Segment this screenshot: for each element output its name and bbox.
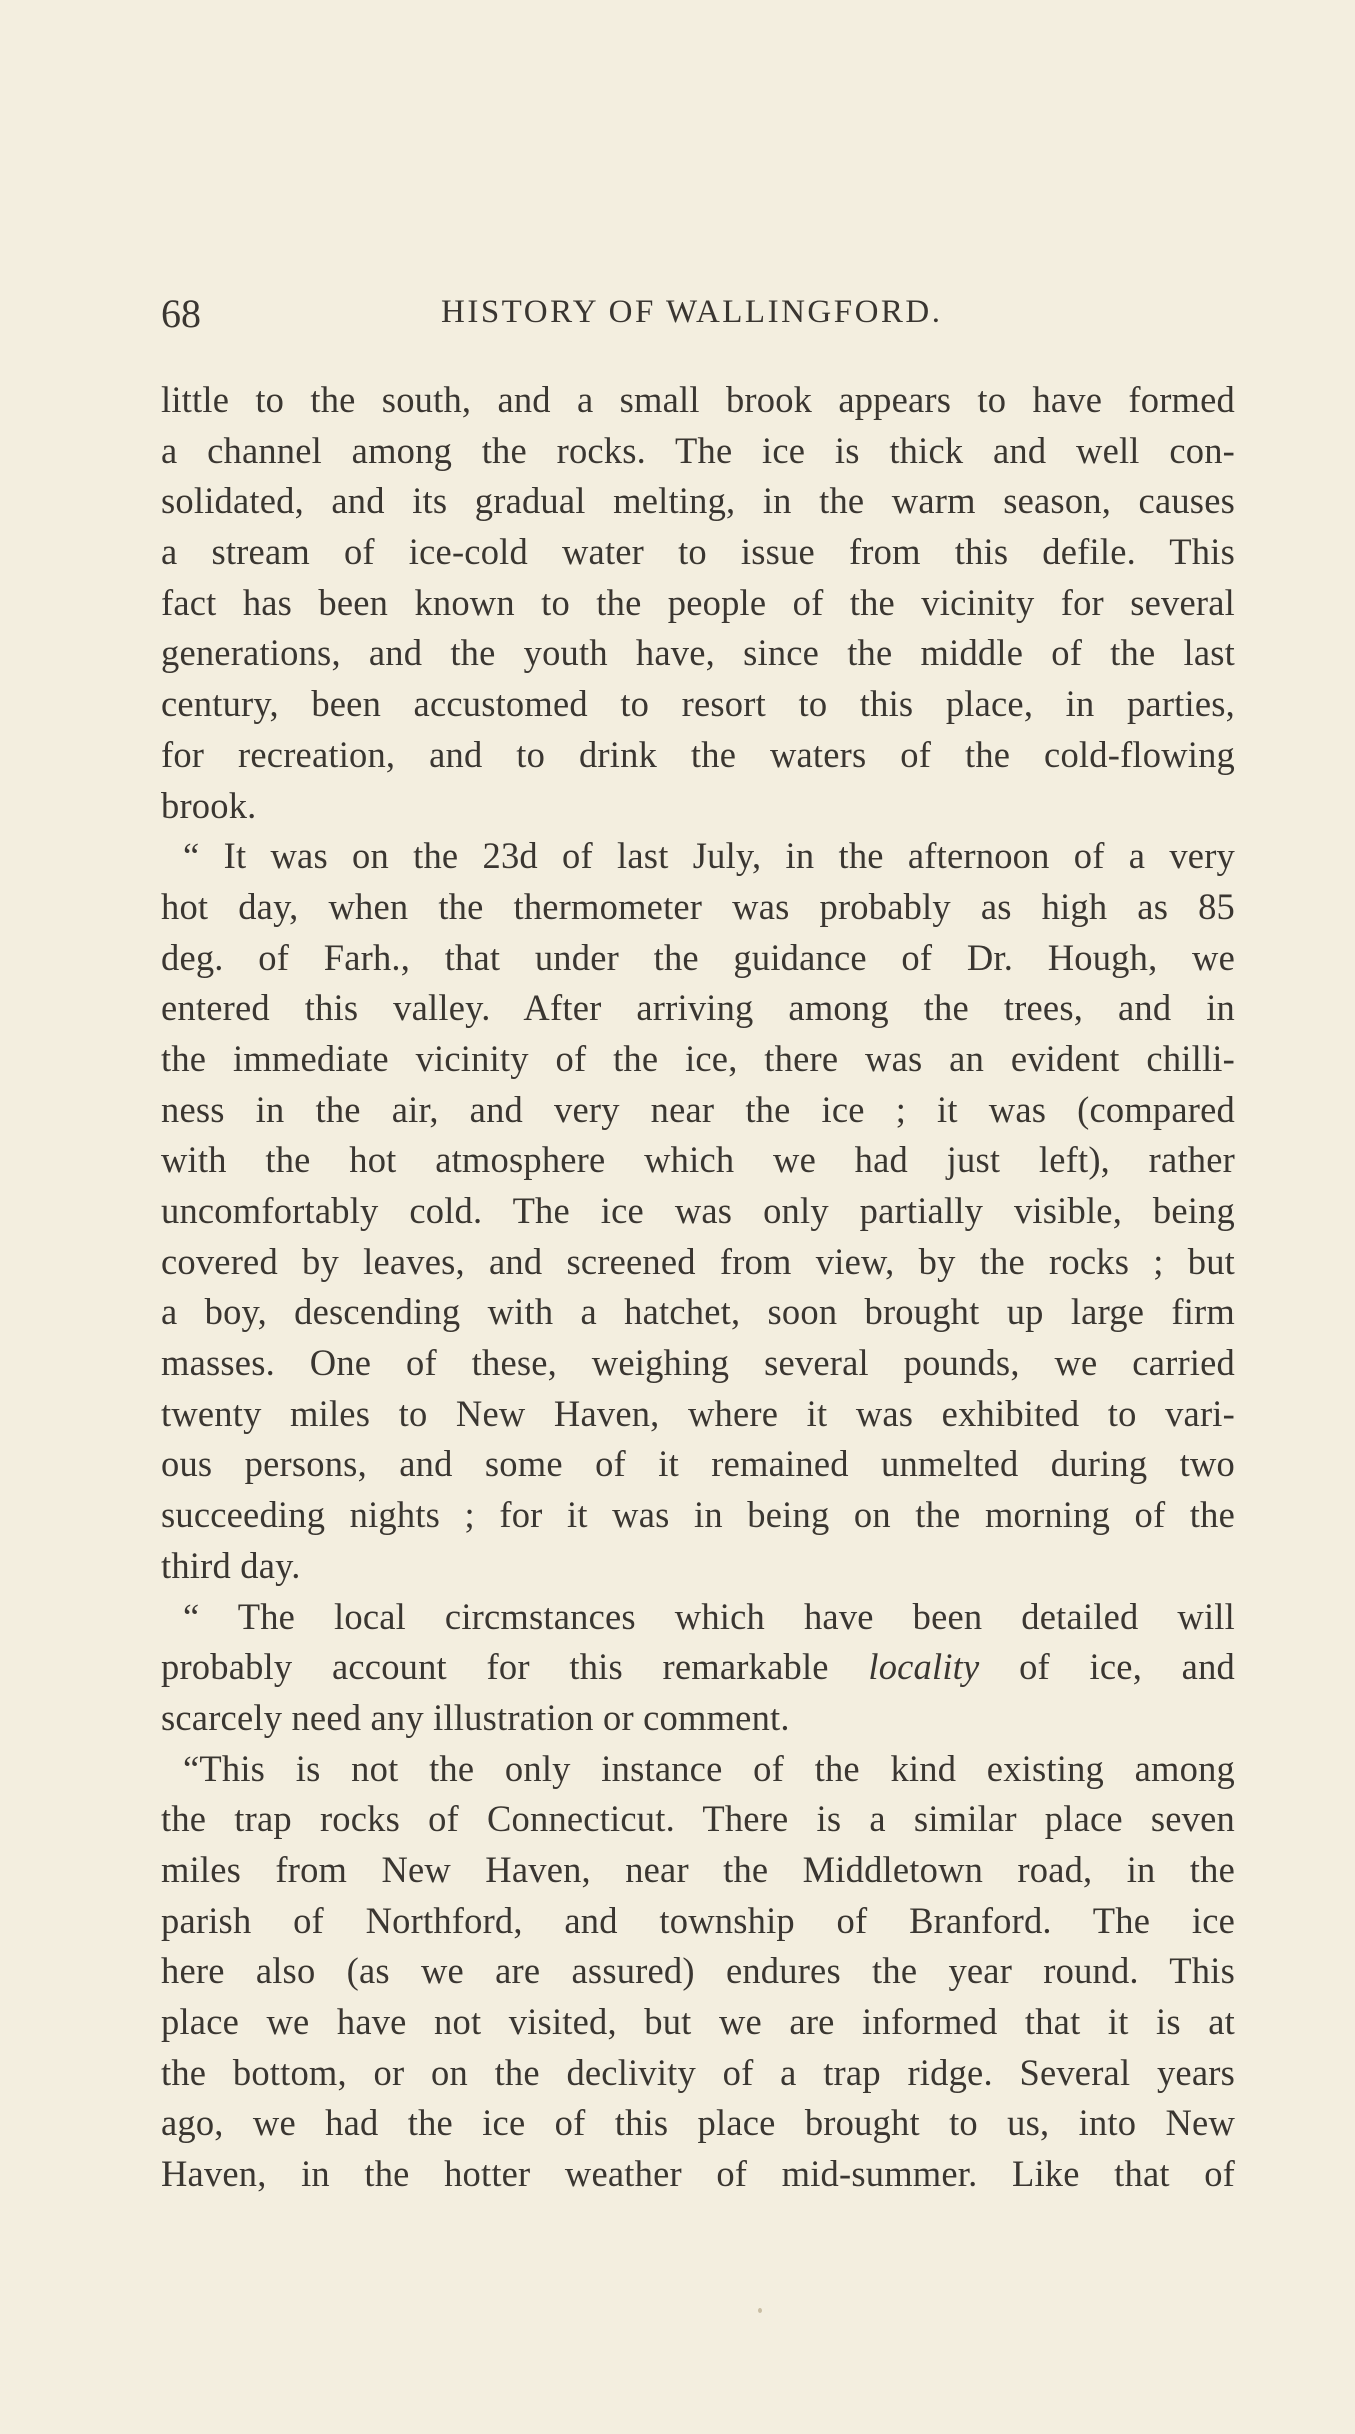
paper-speck bbox=[758, 2308, 762, 2313]
text-line: “ It was on the 23d of last July, in the afternoon of a very bbox=[183, 835, 1235, 877]
text-line: with the hot atmosphere which we had just left), rather bbox=[161, 1139, 1235, 1181]
body-text bbox=[161, 375, 1235, 2200]
text-line: succeeding nights ; for it was in being on the morning of the bbox=[161, 1494, 1235, 1536]
text-line: here also (as we are assured) endures the year round. This bbox=[161, 1950, 1235, 1992]
text-line: deg. of Farh., that under the guidance of Dr. Hough, we bbox=[161, 936, 1235, 978]
text-line: ous persons, and some of it remained unmelted during two bbox=[161, 1443, 1235, 1485]
text-line: ago, we had the ice of this place brought to us, into New bbox=[161, 2102, 1235, 2144]
text-line: uncomfortably cold. The ice was only partially visible, being bbox=[161, 1190, 1235, 1231]
text-line: a channel among the rocks. The ice is thick and well con- bbox=[161, 429, 1235, 471]
text-line: the immediate vicinity of the ice, there was an evident chilli- bbox=[161, 1037, 1235, 1079]
text-line bbox=[161, 1642, 1235, 1693]
text-line: place we have not visited, but we are informed that it is at bbox=[161, 2001, 1235, 2042]
text-line: twenty miles to New Haven, where it was exhibited to vari- bbox=[161, 1392, 1235, 1434]
text-line: solidated, and its gradual melting, in the warm season, causes bbox=[161, 480, 1235, 522]
text-line: generations, and the youth have, since the middle of the last bbox=[161, 632, 1235, 674]
text-line: miles from New Haven, near the Middletown road, in the bbox=[161, 1848, 1235, 1890]
text-line: a boy, descending with a hatchet, soon brought up large firm bbox=[161, 1291, 1235, 1333]
text-line: century, been accustomed to resort to this place, in parties, bbox=[161, 683, 1235, 725]
italic-word: locality bbox=[868, 1646, 980, 1688]
text-line: hot day, when the thermometer was probably as high as 85 bbox=[161, 885, 1235, 927]
running-title: HISTORY OF WALLINGFORD. bbox=[441, 294, 943, 330]
text-line: third day. bbox=[161, 1544, 301, 1586]
text-line: “This is not the only instance of the kind existing among bbox=[183, 1747, 1235, 1789]
text-line: scarcely need any illustration or comment. bbox=[161, 1696, 790, 1738]
text-line: for recreation, and to drink the waters of the cold-flowing bbox=[161, 733, 1235, 775]
text-line: brook. bbox=[161, 784, 257, 826]
text-line: the bottom, or on the declivity of a trap ridge. Several years bbox=[161, 2051, 1235, 2093]
text-line: a stream of ice-cold water to issue from this defile. This bbox=[161, 531, 1235, 573]
text-line: the trap rocks of Connecticut. There is a similar place seven bbox=[161, 1798, 1235, 1840]
text-segment: probably account for this remarkable bbox=[161, 1646, 829, 1688]
text-line: entered this valley. After arriving among the trees, and in bbox=[161, 987, 1235, 1029]
text-line: Haven, in the hotter weather of mid-summer. Like that of bbox=[161, 2153, 1235, 2195]
text-line: little to the south, and a small brook appears to have formed bbox=[161, 379, 1235, 420]
running-head bbox=[161, 290, 1235, 350]
text-line: covered by leaves, and screened from view, by the rocks ; but bbox=[161, 1240, 1235, 1282]
text-line: fact has been known to the people of the vicinity for several bbox=[161, 581, 1235, 623]
text-line: ness in the air, and very near the ice ; it was (compared bbox=[161, 1088, 1235, 1130]
text-segment: of ice, and bbox=[1019, 1646, 1235, 1688]
page-number: 68 bbox=[161, 291, 201, 336]
text-line: parish of Northford, and township of Branford. The ice bbox=[161, 1899, 1235, 1941]
text-line: “ The local circmstances which have been detailed will bbox=[183, 1595, 1235, 1637]
text-line: masses. One of these, weighing several pounds, we carried bbox=[161, 1342, 1235, 1384]
